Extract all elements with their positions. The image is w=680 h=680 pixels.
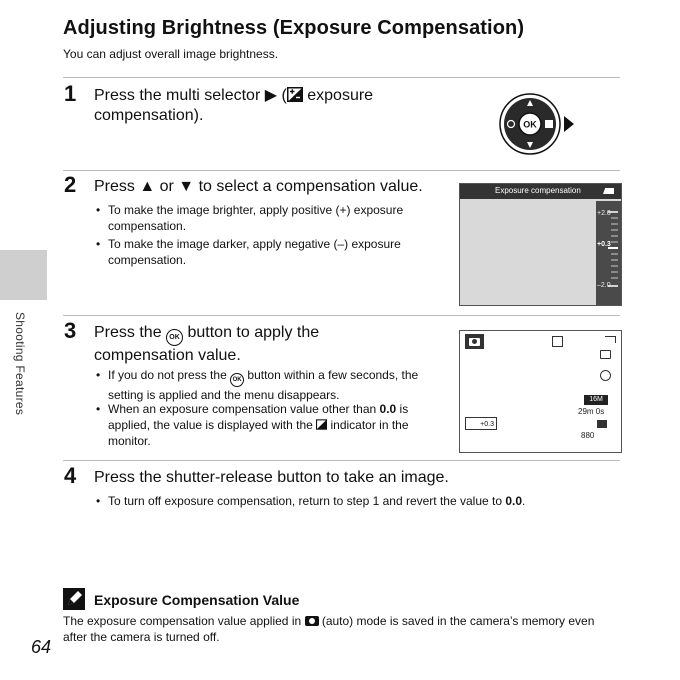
ev-indicator	[465, 417, 497, 430]
bullet-line: applied, the value is displayed with the	[108, 418, 317, 432]
auto-mode-icon	[465, 334, 484, 349]
list-item	[96, 236, 448, 268]
multi-selector-icon	[494, 92, 584, 156]
camera-icon	[305, 616, 319, 626]
step-4-number: 4	[64, 463, 77, 488]
list-item	[96, 401, 453, 449]
step-1-text	[94, 86, 434, 126]
divider	[63, 77, 620, 78]
step-3-text	[94, 323, 434, 366]
bullet-line: indicator in the	[327, 418, 409, 432]
exposure-icon	[316, 418, 327, 432]
recording-time: 29m 0s	[578, 407, 605, 416]
flash-icon	[600, 350, 611, 359]
bullet-line: To turn off exposure compensation, return to step 1 and revert the value to	[108, 494, 506, 508]
note-line: The exposure compensation value applied in	[63, 614, 305, 628]
exposure-icon	[287, 87, 303, 104]
exposure-compensation-screen	[459, 183, 622, 306]
bullet-line: monitor.	[108, 434, 151, 448]
ev-max-label: +2.0	[597, 210, 611, 217]
ok-button-icon: OK	[166, 329, 183, 346]
divider	[63, 315, 620, 316]
bullet-line: .	[522, 494, 526, 508]
bullet-bold: 0.0	[379, 402, 397, 416]
step-3-number: 3	[64, 318, 77, 343]
note-line: after the camera is turned off.	[63, 630, 220, 644]
ev-indicator-value: +0.3	[480, 421, 494, 428]
stabilization-icon	[600, 370, 611, 381]
bullet-line: When an exposure compensation value other than	[108, 402, 380, 416]
page-title: Adjusting Brightness (Exposure Compensation)	[63, 17, 525, 39]
page-subtitle: You can adjust overall image brightness.	[63, 47, 279, 61]
divider	[63, 170, 620, 171]
ev-current-label: +0.3	[597, 241, 611, 248]
step-1-text-c: compensation).	[94, 107, 204, 124]
step-1-number: 1	[64, 81, 77, 106]
step-3-text-a: Press the	[94, 324, 167, 341]
bullet-line: To make the image brighter, apply positive (+) exposure	[108, 203, 404, 217]
note-body	[63, 613, 623, 645]
memory-icon	[597, 420, 607, 428]
page-number: 64	[31, 637, 52, 657]
ok-button-label: OK	[523, 119, 537, 130]
note-title: Exposure Compensation Value	[94, 592, 300, 608]
bullet-line: If you do not press the	[108, 368, 231, 382]
bullet-bold: 0.0	[505, 494, 523, 508]
step-1-text-a: Press the multi selector ▶ (	[94, 87, 287, 104]
bullet-line: compensation.	[108, 219, 187, 233]
bullet-line: To make the image darker, apply negative (–) exposure	[108, 237, 401, 251]
bullet-line: setting is applied and the menu disappears.	[108, 388, 340, 402]
step-3-text-c: compensation value.	[94, 347, 241, 364]
note-line: (auto) mode is saved in the camera’s memory even	[318, 614, 595, 628]
step-4-text: Press the shutter-release button to take an image.	[94, 469, 449, 486]
list-item	[96, 367, 453, 403]
bullet-line: is	[396, 402, 409, 416]
screen-header: Exposure compensation	[495, 186, 581, 195]
section-label: Shooting Features	[13, 312, 27, 416]
section-tab	[0, 250, 47, 300]
ok-button-icon: OK	[230, 373, 244, 387]
ev-scale-icon	[606, 208, 618, 290]
step-3-text-b: button to apply the	[183, 324, 320, 341]
ev-min-label: –2.0	[597, 282, 611, 289]
list-item	[96, 202, 448, 234]
bullet-line: button within a few seconds, the	[244, 368, 419, 382]
image-size-badge: 16M	[584, 395, 608, 405]
divider	[63, 460, 620, 461]
bullet-line: compensation.	[108, 253, 187, 267]
scene-icon	[552, 336, 563, 347]
monitor-screen	[459, 330, 622, 453]
step-1-text-b: exposure	[302, 87, 374, 104]
step-2-number: 2	[64, 172, 77, 197]
note-pencil-icon	[63, 588, 85, 610]
step-2-text: Press ▲ or ▼ to select a compensation value.	[94, 178, 423, 195]
list-item	[96, 493, 638, 509]
exposure-count: 880	[581, 431, 595, 440]
battery-icon	[605, 336, 616, 343]
